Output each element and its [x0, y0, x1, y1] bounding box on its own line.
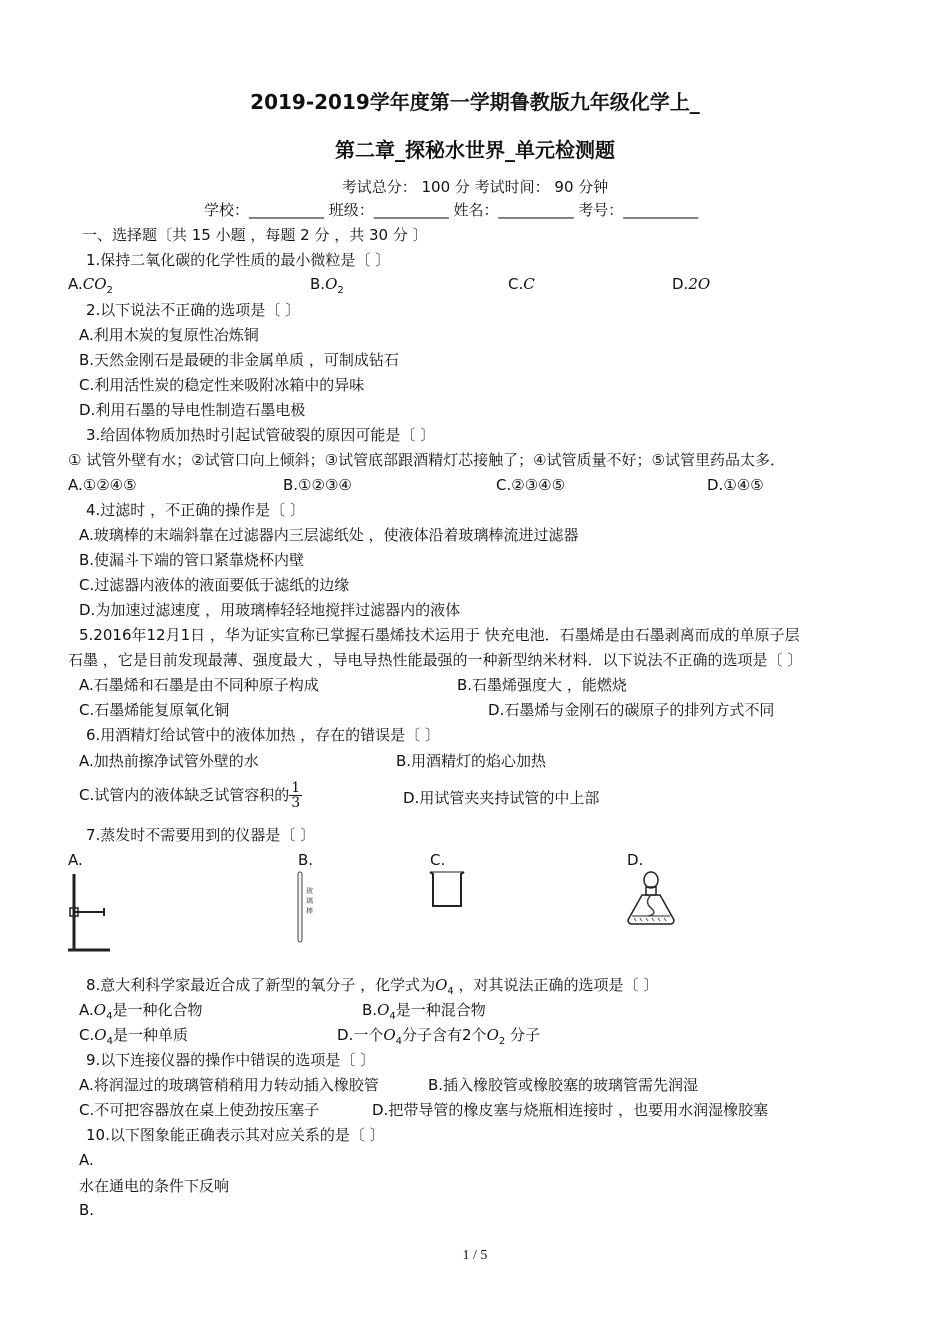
q2-stem: 2.以下说法不正确的选项是〔 〕	[86, 301, 301, 319]
fraction-one-third: $\frac{1}{3}$	[291, 780, 301, 811]
q8-option-b: $B.O_4$是一种混合物	[362, 1001, 486, 1022]
q3-option-b: B.①②③④	[283, 476, 352, 494]
q9-option-c: C.不可把容器放在桌上使劲按压塞子	[79, 1101, 320, 1119]
q1-option-d: D.2O	[672, 275, 711, 293]
q5-stem-line-2: 石墨 ，它是目前发现最薄、强度最大 ，导电导热性能最强的一种新型纳米材料．以下说法不正确的选项是〔 〕	[68, 651, 803, 669]
section-heading: 一、选择题〔共 15 小题 ，每题 2 分 ，共 30 分 〕	[82, 226, 428, 244]
q2-option-d: D.利用石墨的导电性制造石墨电极	[79, 401, 306, 419]
q6-option-a: A.加热前擦净试管外壁的水	[79, 752, 259, 770]
page-number: 1 / 5	[462, 1248, 488, 1263]
q2-option-a: A.利用木炭的复原性冶炼铜	[79, 326, 259, 344]
q9-option-b: B.插入橡胶管或橡胶塞的玻璃管需先润湿	[428, 1076, 699, 1094]
q8-option-c: $C.O_4$是一种单质	[79, 1026, 188, 1047]
student-info: 学校：__________ 班级：__________ 姓名：__________ 考号：__________	[204, 201, 699, 219]
q6-option-b: B.用酒精灯的焰心加热	[396, 752, 547, 770]
beaker-icon	[426, 868, 468, 912]
q3-option-c: C.②③④⑤	[496, 476, 566, 494]
q9-option-d: D.把带导管的橡皮塞与烧瓶相连接时 ，也要用水润湿橡胶塞	[372, 1101, 769, 1119]
q9-stem: 9.以下连接仪器的操作中错误的选项是〔 〕	[86, 1051, 376, 1069]
q2-option-c: C.利用活性炭的稳定性来吸附冰箱中的异味	[79, 376, 365, 394]
title-line-2: 第二章_探秘水世界_单元检测题	[335, 138, 615, 162]
alcohol-lamp-icon	[624, 868, 678, 928]
glass-rod-label: 玻璃棒	[306, 887, 313, 915]
q1-option-c: C.C	[508, 275, 535, 293]
q7-option-c: C.	[430, 851, 446, 869]
q7-option-b: B.	[298, 851, 314, 869]
q6-option-c: C.试管内的液体缺乏试管容积的 $\frac{1}{3}$	[79, 780, 301, 811]
q6-stem: 6.用酒精灯给试管中的液体加热 ，存在的错误是〔 〕	[86, 726, 440, 744]
iron-stand-icon	[64, 870, 114, 954]
q8-option-a: $A.O_4$是一种化合物	[79, 1001, 203, 1022]
q3-stem: 3.给固体物质加热时引起试管破裂的原因可能是〔 〕	[86, 426, 436, 444]
q3-option-a: A.①②④⑤	[68, 476, 137, 494]
q8-option-d: D.一个$O_4$分子含有2个$O_2$ 分子	[337, 1026, 541, 1047]
exam-info: 考试总分： 100 分 考试时间： 90 分钟	[341, 178, 609, 196]
q6-option-d: D.用试管夹夹持试管的中上部	[403, 789, 600, 807]
q9-option-a: A.将润湿过的玻璃管稍稍用力转动插入橡胶管	[79, 1076, 379, 1094]
q3-detail: ① 试管外壁有水；②试管口向上倾斜；③试管底部跟酒精灯芯接触了；④试管质量不好；⑤试管里药品太多．	[68, 451, 786, 469]
q5-stem-line-1: 5.2016年12月1日 ，华为证实宣称已掌握石墨烯技术运用于 快充电池．石墨烯是由石墨剥离而成的单原子层	[79, 626, 800, 644]
q10-option-b: B.	[79, 1201, 95, 1219]
q5-option-d: D.石墨烯与金刚石的碳原子的排列方式不同	[488, 701, 775, 719]
q7-option-a: A.	[68, 851, 83, 869]
q7-option-d: D.	[627, 851, 644, 869]
q4-option-b: B.使漏斗下端的管口紧靠烧杯内壁	[79, 551, 305, 569]
q7-stem: 7.蒸发时不需要用到的仪器是〔 〕	[86, 826, 316, 844]
q3-option-d: D.①④⑤	[707, 476, 764, 494]
q4-option-c: C.过滤器内液体的液面要低于滤纸的边缘	[79, 576, 350, 594]
q10-option-a-caption: 水在通电的条件下反响	[79, 1177, 230, 1195]
q1-stem: 1.保持二氧化碳的化学性质的最小微粒是〔 〕	[86, 251, 391, 269]
q2-option-b: B.天然金刚石是最硬的非金属单质 ，可制成钻石	[79, 351, 399, 369]
q4-option-d: D.为加速过滤速度 ，用玻璃棒轻轻地搅拌过滤器内的液体	[79, 601, 461, 619]
q10-stem: 10.以下图象能正确表示其对应关系的是〔 〕	[86, 1126, 385, 1144]
q5-option-a: A.石墨烯和石墨是由不同种原子构成	[79, 676, 319, 694]
q5-option-b: B.石墨烯强度大 ，能燃烧	[457, 676, 627, 694]
q4-stem: 4.过滤时 ，不正确的操作是〔 〕	[86, 501, 305, 519]
q8-stem: 8.意大利科学家最近合成了新型的氧分子 ，化学式为$O_4$ ，对其说法正确的选项是〔 〕	[86, 976, 659, 997]
q5-option-c: C.石墨烯能复原氧化铜	[79, 701, 230, 719]
title-line-1: 2019-2019学年度第一学期鲁教版九年级化学上_	[250, 90, 700, 114]
q1-option-b: $B.O_2$	[310, 275, 344, 296]
q4-option-a: A.玻璃棒的末端斜靠在过滤器内三层滤纸处 ，使液体沿着玻璃棒流进过滤器	[79, 526, 579, 544]
q1-option-a: $A.CO_2$	[68, 275, 113, 296]
q10-option-a: A.	[79, 1151, 94, 1169]
